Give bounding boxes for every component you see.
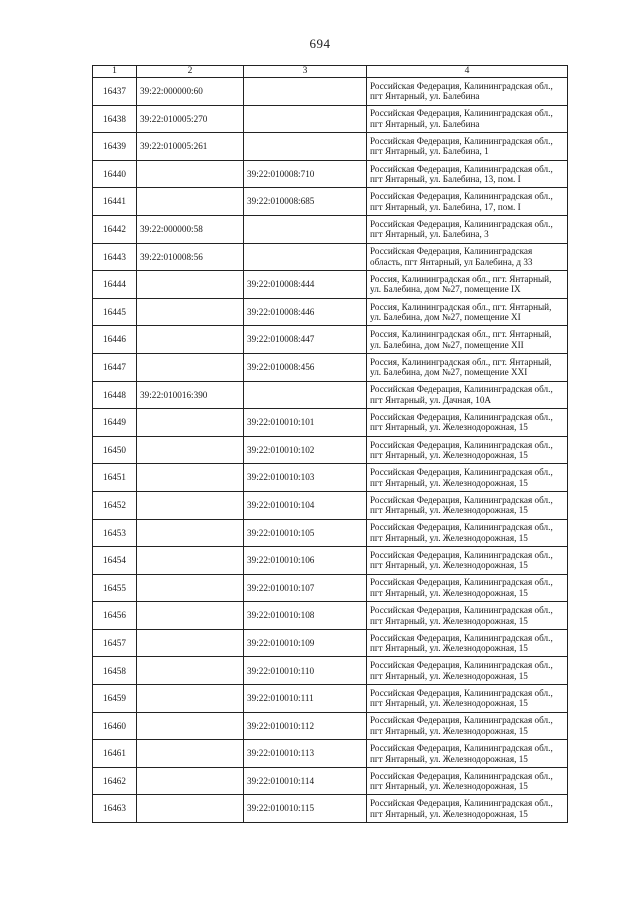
row-number: 16461	[93, 740, 137, 768]
table-row	[93, 133, 568, 161]
address-cell	[367, 381, 568, 409]
address-line-1: Российская Федерация, Калининградская обл.,	[370, 384, 553, 395]
table-row	[93, 767, 568, 795]
address-line-1: Российская Федерация, Калининградская обл.,	[370, 108, 553, 119]
cadastral-number-col2: 39:22:010016:390	[137, 381, 244, 409]
address-cell	[367, 243, 568, 271]
address-cell	[367, 188, 568, 216]
address-line-2: пгт Янтарный, ул. Балебина	[370, 91, 480, 102]
table-row	[93, 740, 568, 768]
table-row	[93, 491, 568, 519]
row-number: 16443	[93, 243, 137, 271]
address-line-2: ул. Балебина, дом №27, помещение XII	[370, 339, 524, 350]
address-line-1: Россия, Калининградская обл., пгт. Янтарный,	[370, 273, 552, 284]
address-line-2: пгт Янтарный, ул. Балебина	[370, 118, 480, 129]
cadastral-number-col2: 39:22:010005:270	[137, 105, 244, 133]
address-line-2: пгт Янтарный, ул. Железнодорожная, 15	[370, 587, 528, 598]
address-line-1: Российская Федерация, Калининградская обл.,	[370, 467, 553, 478]
address-line-1: Российская Федерация, Калининградская обл.,	[370, 715, 553, 726]
address-line-2: пгт Янтарный, ул. Железнодорожная, 15	[370, 698, 528, 709]
cadastral-number-col2	[137, 657, 244, 685]
address-line-2: пгт Янтарный, ул. Железнодорожная, 15	[370, 670, 528, 681]
address-line-1: Российская Федерация, Калининградская обл.,	[370, 549, 553, 560]
row-number: 16460	[93, 712, 137, 740]
cadastral-number-col2	[137, 464, 244, 492]
table-row	[93, 685, 568, 713]
cadastral-number-col2	[137, 409, 244, 437]
table-row	[93, 105, 568, 133]
address-line-2: пгт Янтарный, ул. Балебина, 3	[370, 229, 489, 240]
cadastral-number-col3: 39:22:010010:110	[244, 657, 367, 685]
cadastral-number-col2	[137, 160, 244, 188]
address-line-1: Российская Федерация, Калининградская обл.,	[370, 770, 553, 781]
address-cell	[367, 629, 568, 657]
address-line-1: Российская Федерация, Калининградская обл.,	[370, 191, 553, 202]
address-line-2: ул. Балебина, дом №27, помещение XXI	[370, 367, 528, 378]
cadastral-number-col2	[137, 188, 244, 216]
address-line-2: пгт Янтарный, ул. Балебина, 1	[370, 146, 489, 157]
row-number: 16448	[93, 381, 137, 409]
address-line-1: Российская Федерация, Калининградская обл.,	[370, 522, 553, 533]
cadastral-number-col2	[137, 519, 244, 547]
address-cell	[367, 547, 568, 575]
row-number: 16462	[93, 767, 137, 795]
address-cell	[367, 105, 568, 133]
address-cell	[367, 326, 568, 354]
cadastral-number-col2: 39:22:000000:58	[137, 215, 244, 243]
address-cell	[367, 298, 568, 326]
cadastral-number-col3	[244, 133, 367, 161]
address-line-2: пгт Янтарный, ул. Железнодорожная, 15	[370, 422, 528, 433]
cadastral-number-col2	[137, 353, 244, 381]
cadastral-number-col2: 39:22:000000:60	[137, 78, 244, 106]
cadastral-number-col2	[137, 574, 244, 602]
table-row	[93, 795, 568, 823]
cadastral-number-col3: 39:22:010008:444	[244, 271, 367, 299]
address-cell	[367, 464, 568, 492]
address-line-1: Российская Федерация, Калининградская обл.,	[370, 494, 553, 505]
address-line-2: пгт Янтарный, ул. Железнодорожная, 15	[370, 725, 528, 736]
address-line-1: Россия, Калининградская обл., пгт. Янтарный,	[370, 301, 552, 312]
cadastral-number-col3: 39:22:010008:456	[244, 353, 367, 381]
cadastral-number-col3	[244, 243, 367, 271]
row-number: 16459	[93, 685, 137, 713]
address-cell	[367, 215, 568, 243]
registry-table	[92, 65, 568, 823]
address-line-1: Российская Федерация, Калининградская обл.,	[370, 135, 553, 146]
row-number: 16437	[93, 78, 137, 106]
address-line-2: пгт Янтарный, ул. Железнодорожная, 15	[370, 808, 528, 819]
address-line-2: пгт Янтарный, ул. Железнодорожная, 15	[370, 753, 528, 764]
address-line-2: ул. Балебина, дом №27, помещение IX	[370, 284, 521, 295]
address-line-1: Российская Федерация, Калининградская обл.,	[370, 798, 553, 809]
address-line-1: Российская Федерация, Калининградская обл.,	[370, 411, 553, 422]
cadastral-number-col3: 39:22:010010:109	[244, 629, 367, 657]
table-body	[93, 78, 568, 823]
table-row	[93, 629, 568, 657]
address-line-2: ул. Балебина, дом №27, помещение XI	[370, 312, 521, 323]
address-line-1: Российская Федерация, Калининградская обл.,	[370, 687, 553, 698]
table-row	[93, 243, 568, 271]
row-number: 16440	[93, 160, 137, 188]
address-cell	[367, 491, 568, 519]
address-cell	[367, 133, 568, 161]
cadastral-number-col2	[137, 298, 244, 326]
table-row	[93, 519, 568, 547]
cadastral-number-col2	[137, 629, 244, 657]
cadastral-number-col2	[137, 767, 244, 795]
row-number: 16452	[93, 491, 137, 519]
table-row	[93, 464, 568, 492]
table-row	[93, 712, 568, 740]
cadastral-number-col3: 39:22:010010:107	[244, 574, 367, 602]
address-line-2: пгт Янтарный, ул. Балебина, 13, пом. I	[370, 174, 521, 185]
cadastral-number-col2	[137, 795, 244, 823]
row-number: 16463	[93, 795, 137, 823]
cadastral-number-col3: 39:22:010010:104	[244, 491, 367, 519]
page-number: 694	[309, 36, 331, 51]
cadastral-number-col2	[137, 436, 244, 464]
address-cell	[367, 767, 568, 795]
row-number: 16450	[93, 436, 137, 464]
cadastral-number-col3: 39:22:010010:112	[244, 712, 367, 740]
row-number: 16438	[93, 105, 137, 133]
cadastral-number-col3	[244, 215, 367, 243]
address-cell	[367, 712, 568, 740]
table-row	[93, 409, 568, 437]
table-row	[93, 215, 568, 243]
table-row	[93, 271, 568, 299]
cadastral-number-col2: 39:22:010008:56	[137, 243, 244, 271]
address-line-1: Российская Федерация, Калининградская	[370, 246, 533, 257]
address-line-1: Россия, Калининградская обл., пгт. Янтарный,	[370, 356, 552, 367]
address-line-1: Российская Федерация, Калининградская обл.,	[370, 577, 553, 588]
address-line-2: пгт Янтарный, ул. Железнодорожная, 15	[370, 781, 528, 792]
cadastral-number-col3: 39:22:010010:105	[244, 519, 367, 547]
address-line-2: пгт Янтарный, ул. Железнодорожная, 15	[370, 505, 528, 516]
address-cell	[367, 657, 568, 685]
address-line-2: пгт Янтарный, ул. Железнодорожная, 15	[370, 532, 528, 543]
address-cell	[367, 78, 568, 106]
table-row	[93, 574, 568, 602]
row-number: 16447	[93, 353, 137, 381]
row-number: 16453	[93, 519, 137, 547]
address-line-1: Российская Федерация, Калининградская обл.,	[370, 605, 553, 616]
address-cell	[367, 353, 568, 381]
address-line-2: пгт Янтарный, ул. Железнодорожная, 15	[370, 477, 528, 488]
table-row	[93, 78, 568, 106]
address-cell	[367, 795, 568, 823]
table-row	[93, 657, 568, 685]
address-line-2: пгт Янтарный, ул. Железнодорожная, 15	[370, 560, 528, 571]
cadastral-number-col3: 39:22:010010:106	[244, 547, 367, 575]
cadastral-number-col2	[137, 712, 244, 740]
address-line-1: Российская Федерация, Калининградская обл.,	[370, 80, 553, 91]
table-row	[93, 381, 568, 409]
column-header-4: 4	[367, 66, 568, 78]
row-number: 16439	[93, 133, 137, 161]
row-number: 16451	[93, 464, 137, 492]
address-cell	[367, 602, 568, 630]
row-number: 16446	[93, 326, 137, 354]
cadastral-number-col3: 39:22:010008:447	[244, 326, 367, 354]
cadastral-number-col3: 39:22:010010:103	[244, 464, 367, 492]
column-header-2: 2	[137, 66, 244, 78]
table-row	[93, 602, 568, 630]
row-number: 16442	[93, 215, 137, 243]
cadastral-number-col3: 39:22:010010:108	[244, 602, 367, 630]
table-row	[93, 353, 568, 381]
cadastral-number-col3: 39:22:010010:113	[244, 740, 367, 768]
row-number: 16441	[93, 188, 137, 216]
row-number: 16458	[93, 657, 137, 685]
cadastral-number-col2	[137, 602, 244, 630]
column-header-3: 3	[244, 66, 367, 78]
address-line-1: Российская Федерация, Калининградская обл.,	[370, 163, 553, 174]
address-line-2: пгт Янтарный, ул. Железнодорожная, 15	[370, 450, 528, 461]
address-line-2: пгт Янтарный, ул. Железнодорожная, 15	[370, 643, 528, 654]
address-cell	[367, 574, 568, 602]
row-number: 16456	[93, 602, 137, 630]
table-row	[93, 326, 568, 354]
address-cell	[367, 409, 568, 437]
row-number: 16454	[93, 547, 137, 575]
address-cell	[367, 685, 568, 713]
table-row	[93, 160, 568, 188]
header-row	[93, 66, 568, 78]
cadastral-number-col2	[137, 491, 244, 519]
address-cell	[367, 160, 568, 188]
cadastral-number-col3	[244, 105, 367, 133]
address-line-2: пгт Янтарный, ул. Железнодорожная, 15	[370, 615, 528, 626]
address-cell	[367, 740, 568, 768]
table-row	[93, 188, 568, 216]
address-cell	[367, 519, 568, 547]
cadastral-number-col3: 39:22:010008:685	[244, 188, 367, 216]
address-line-1: Российская Федерация, Калининградская обл.,	[370, 660, 553, 671]
address-line-2: пгт Янтарный, ул. Балебина, 17, пом. I	[370, 201, 521, 212]
table-row	[93, 436, 568, 464]
cadastral-number-col3: 39:22:010008:446	[244, 298, 367, 326]
cadastral-number-col2	[137, 740, 244, 768]
cadastral-number-col2	[137, 685, 244, 713]
address-line-1: Россия, Калининградская обл., пгт. Янтарный,	[370, 329, 552, 340]
cadastral-number-col2	[137, 326, 244, 354]
table-row	[93, 298, 568, 326]
address-line-1: Российская Федерация, Калининградская обл.,	[370, 743, 553, 754]
address-line-1: Российская Федерация, Калининградская обл.,	[370, 439, 553, 450]
row-number: 16444	[93, 271, 137, 299]
cadastral-number-col3: 39:22:010010:102	[244, 436, 367, 464]
row-number: 16455	[93, 574, 137, 602]
row-number: 16457	[93, 629, 137, 657]
cadastral-number-col3: 39:22:010010:114	[244, 767, 367, 795]
address-line-2: область, пгт Янтарный, ул Балебина, д 33	[370, 256, 533, 267]
cadastral-number-col3: 39:22:010010:111	[244, 685, 367, 713]
table-row	[93, 547, 568, 575]
row-number: 16445	[93, 298, 137, 326]
cadastral-number-col3: 39:22:010010:115	[244, 795, 367, 823]
address-cell	[367, 271, 568, 299]
address-cell	[367, 436, 568, 464]
cadastral-number-col2	[137, 271, 244, 299]
address-line-1: Российская Федерация, Калининградская обл.,	[370, 218, 553, 229]
cadastral-number-col3	[244, 78, 367, 106]
address-line-1: Российская Федерация, Калининградская обл.,	[370, 632, 553, 643]
cadastral-number-col2: 39:22:010005:261	[137, 133, 244, 161]
column-header-1: 1	[93, 66, 137, 78]
address-line-2: пгт Янтарный, ул. Дачная, 10А	[370, 394, 492, 405]
row-number: 16449	[93, 409, 137, 437]
cadastral-number-col3: 39:22:010010:101	[244, 409, 367, 437]
cadastral-number-col3	[244, 381, 367, 409]
cadastral-number-col3: 39:22:010008:710	[244, 160, 367, 188]
cadastral-number-col2	[137, 547, 244, 575]
